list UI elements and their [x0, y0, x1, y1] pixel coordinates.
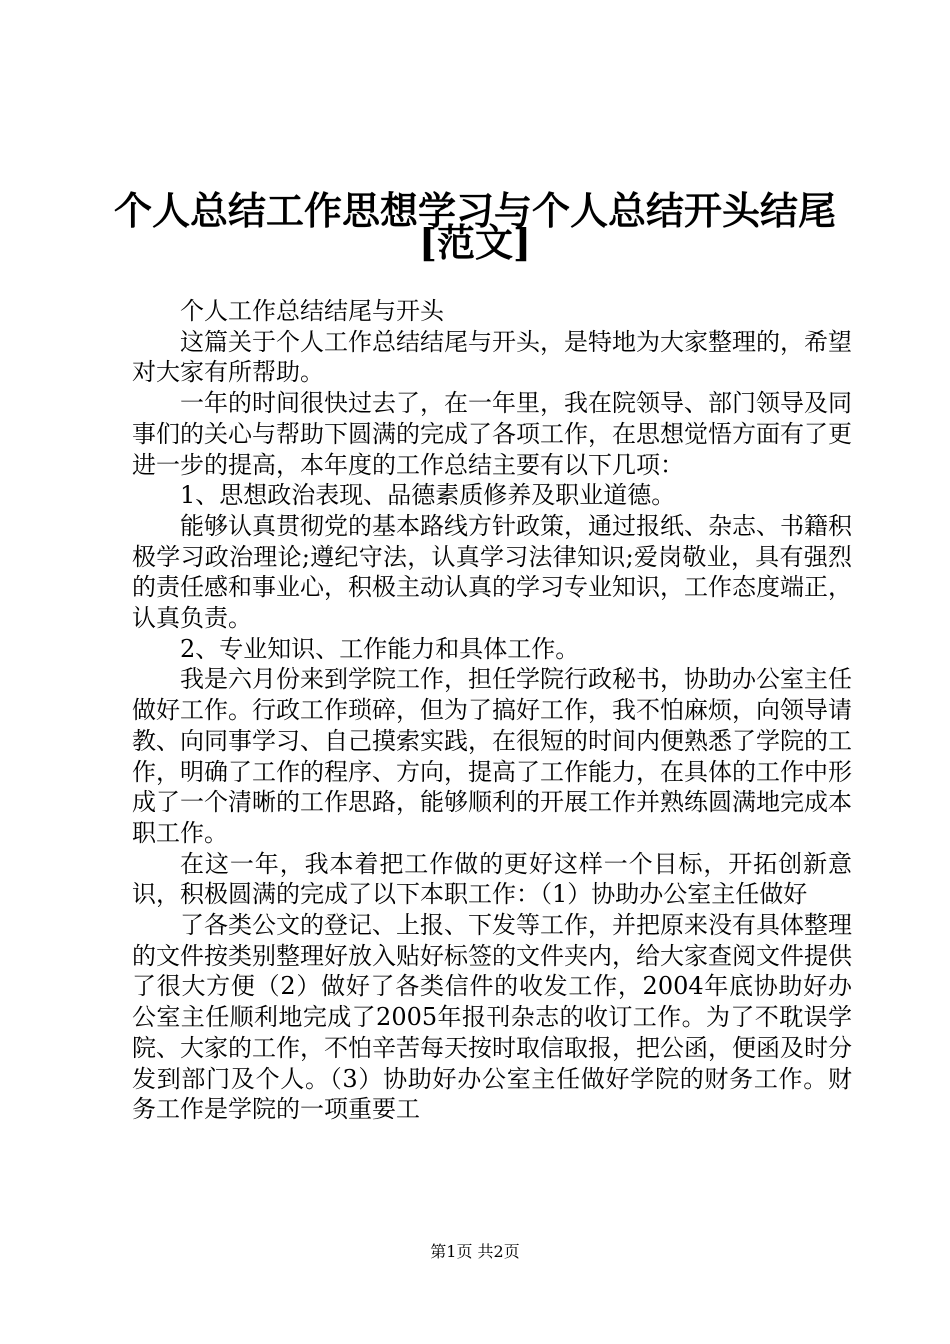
document-body: [132, 296, 852, 1125]
section-heading-2: 2、专业知识、工作能力和具体工作。: [180, 634, 580, 663]
paragraph-section-2: 我是六月份来到学院工作，担任学院行政秘书，协助办公室主任做好工作。行政工作琐碎，但为了搞好工作，我不怕麻烦，向领导请教、向同事学习、自己摸索实践，在很短的时间内便熟悉了学院的工作，明确了工作的程序、方向，提高了工作能力，在具体的工作中形成了一个清晰的工作思路，能够顺利的开展工作并熟练圆满地完成本职工作。: [132, 665, 852, 847]
paragraph-section-1: 能够认真贯彻党的基本路线方针政策，通过报纸、杂志、书籍积极学习政治理论;遵纪守法，认真学习法律知识;爱岗敬业，具有强烈的责任感和事业心，积极主动认真的学习专业知识，工作态度端正，认真负责。: [132, 511, 852, 633]
paragraph-intro: 这篇关于个人工作总结结尾与开头，是特地为大家整理的，希望对大家有所帮助。: [132, 327, 852, 387]
page-footer: 第1页 共2页: [430, 1242, 520, 1261]
paragraph-work-details: 了各类公文的登记、上报、下发等工作，并把原来没有具体整理的文件按类别整理好放入贴好标签的文件夹内，给大家查阅文件提供了很大方便（2）做好了各类信件的收发工作，2004年底协助好办公室主任顺利地完成了2005年报刊杂志的收订工作。为了不耽误学院、大家的工作，不怕辛苦每天按时取信取报，把公函，便函及时分发到部门及个人。（3）协助好办公室主任做好学院的财务工作。财务工作是学院的一项重要工: [132, 911, 852, 1124]
section-heading-1: 1、思想政治表现、品德素质修养及职业道德。: [180, 481, 676, 510]
paragraph-overview: 一年的时间很快过去了，在一年里，我在院领导、部门领导及同事们的关心与帮助下圆满的完成了各项工作，在思想觉悟方面有了更进一步的提高，本年度的工作总结主要有以下几项：: [132, 389, 852, 479]
paragraph-work-intro: 在这一年，我本着把工作做的更好这样一个目标，开拓创新意识，积极圆满的完成了以下本职工作：（1）协助办公室主任做好: [132, 849, 852, 909]
paragraph-subtitle: 个人工作总结结尾与开头: [180, 297, 444, 325]
document-title-line2: [范文]: [419, 220, 531, 265]
document-title-line1: 个人总结工作思想学习与个人总结开头结尾: [113, 188, 836, 233]
